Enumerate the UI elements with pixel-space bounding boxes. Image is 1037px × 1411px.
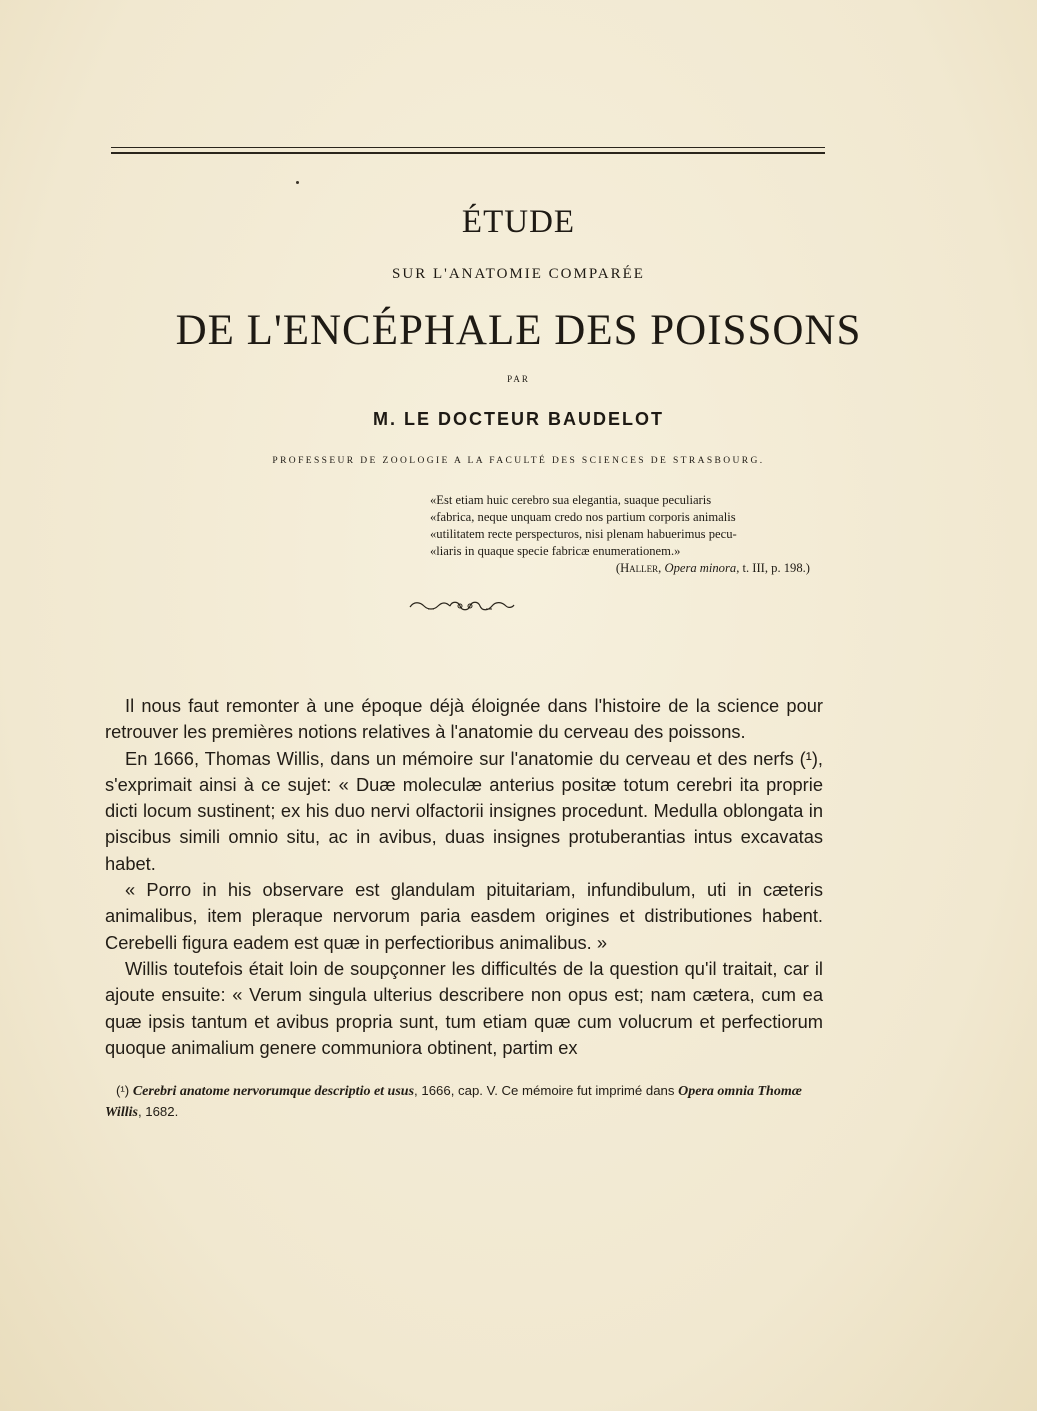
epigraph-reference: (Haller, Opera minora, t. III, p. 198.) [615,561,810,575]
footnote-mark: (¹) [116,1083,133,1098]
footnote-middle: , 1666, cap. V. Ce mémoire fut imprimé dans [414,1083,679,1098]
top-rule-thick [111,152,825,154]
ornament-icon [408,598,516,614]
author-affiliation: PROFESSEUR DE ZOOLOGIE A LA FACULTÉ DES SCIENCES DE STRASBOURG. [272,456,765,466]
paragraph: Willis toutefois était loin de soupçonner les difficultés de la question qu'il traitait, car il ajoute ensuite: « Verum singula ulterius describere non opus est; nam cætera, cum ea quæ ipsis tantum et avibus propria sunt, tum etiam quæ cum volucrum et perfectiorum quoque animalium genere communiora obtinent, partim ex [105,957,823,1058]
ref-author: Haller [620,561,659,575]
epigraph [430,492,836,577]
footnote-title: Cerebri anatome nervorumque descriptio et usus [132,1084,415,1099]
top-rule-thin [111,147,825,148]
ref-work: Opera minora [664,561,737,575]
footnote-work: Opera omnia Thomæ Willis [105,1084,802,1120]
epigraph-line: «fabrica, neque unquam credo nos partium corporis animalis [430,510,736,524]
epigraph-line: «utilitatem recte perspecturos, nisi plenam habuerimus pecu- [430,527,737,541]
epigraph-line: «liaris in quaque specie fabricæ enumerationem.» [430,544,681,558]
by-line: PAR [507,374,530,384]
epigraph-line: «Est etiam huic cerebro sua elegantia, suaque peculiaris [430,493,712,507]
ink-speck [296,181,299,184]
main-title: DE L'ENCÉPHALE DES POISSONS [175,307,862,354]
subtitle: SUR L'ANATOMIE COMPARÉE [392,266,645,282]
body-text [105,693,823,1061]
author-name: M. LE DOCTEUR BAUDELOT [373,409,664,429]
footnote [105,1081,823,1123]
footnote-end: , 1682. [137,1104,179,1119]
paragraph: En 1666, Thomas Willis, dans un mémoire sur l'anatomie du cerveau et des nerfs (¹), s'exprimait ainsi à ce sujet: « Duæ moleculæ anterius positæ totum cerebri ita proprie dicti locum sustinent; ex his duo nervi olfactorii insignes procedunt. Medulla oblongata in piscibus simili omnio situ, ac in avibus, duas insignes protuberantias intus excavatas habet. [105,747,823,874]
page-title: ÉTUDE [461,204,576,240]
paragraph: Il nous faut remonter à une époque déjà éloignée dans l'histoire de la science pour retrouver les premières notions relatives à l'anatomie du cerveau des poissons. [105,695,823,743]
ref-rest: , t. III, p. 198.) [736,561,810,575]
paragraph: « Porro in his observare est glandulam pituitariam, infundibulum, uti in cæteris animalibus, item pleraque nervorum paria easdem origines et distributiones habent. Cerebelli figura eadem est quæ in perfectioribus animalibus. » [105,879,823,953]
